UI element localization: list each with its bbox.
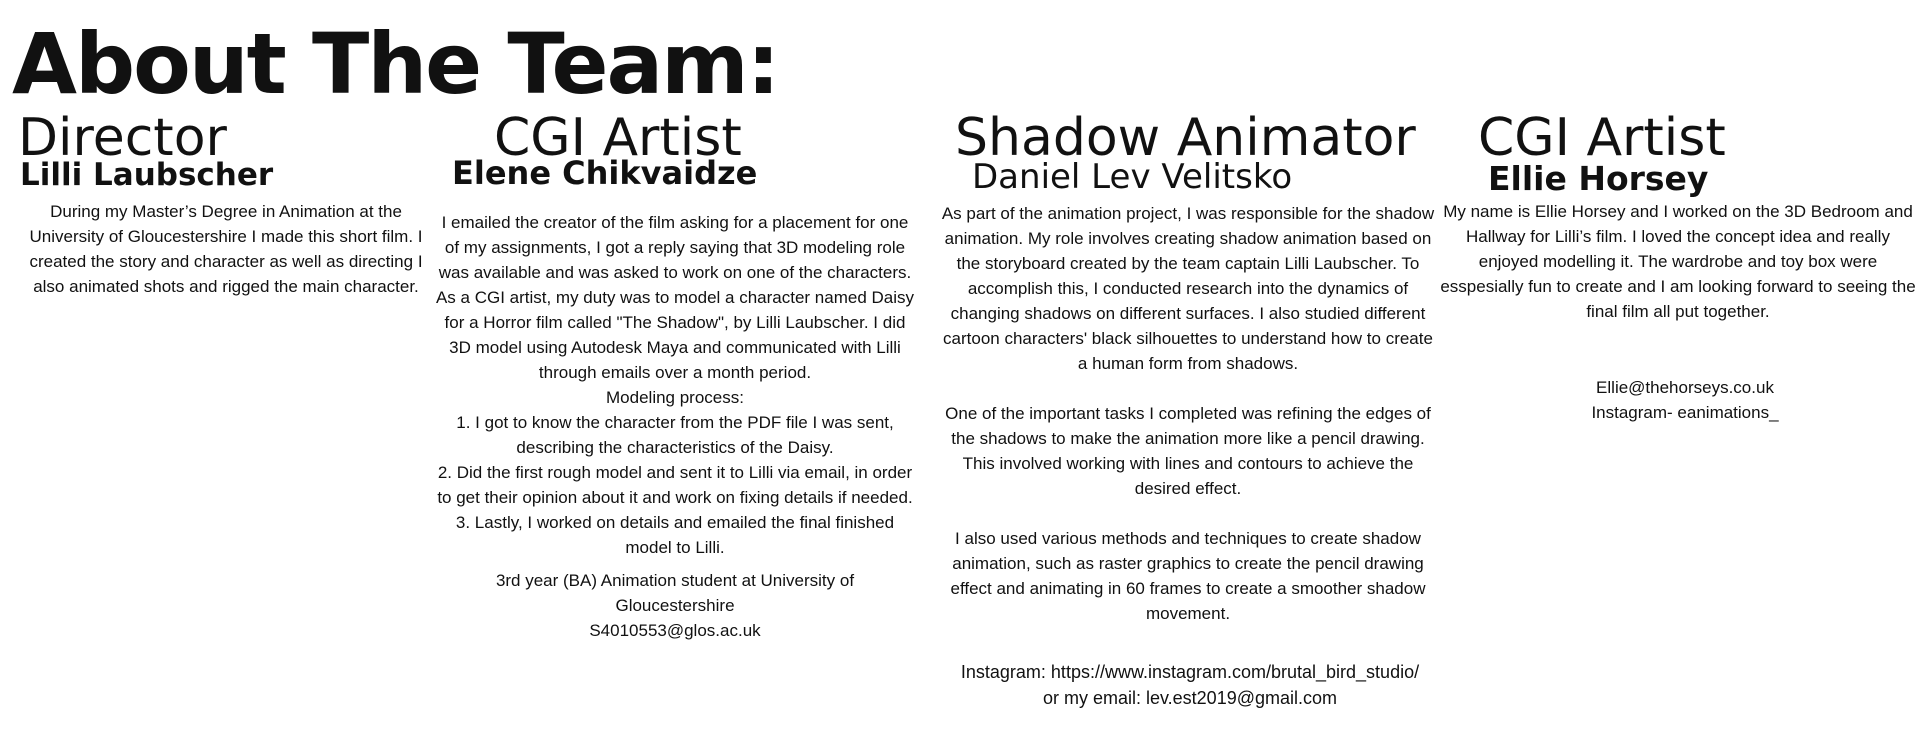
cgi-artist-ellie-instagram: Instagram- eanimations_ bbox=[1591, 403, 1779, 422]
director-bio-text: During my Master’s Degree in Animation at the University of Gloucestershire I made this short film. I created the story and character as well as directing I also animated shots and rigged the main character. bbox=[29, 202, 423, 296]
cgi-artist-ellie-bio bbox=[1440, 199, 1916, 324]
cgi-artist-ellie-email: Ellie@thehorseys.co.uk bbox=[1596, 378, 1774, 397]
shadow-animator-para-2: One of the important tasks I completed was refining the edges of the shadows to make the animation more like a pencil drawing. This involved working with lines and contours to achieve the desired effect. bbox=[945, 404, 1431, 498]
cgi-artist-elene-email: S4010553@glos.ac.uk bbox=[589, 621, 761, 640]
cgi-artist-ellie-role-heading: CGI Artist bbox=[1478, 108, 1726, 168]
shadow-animator-para-1: As part of the animation project, I was responsible for the shadow animation. My role involves creating shadow animation based on the storyboard created by the team captain Lilli Laubscher. To accomplish this, I conducted research into the dynamics of changing shadows on different surfaces. I also studied different cartoon characters' black silhouettes to understand how to create a human form from shadows. bbox=[941, 204, 1435, 373]
modeling-process-title: Modeling process: bbox=[606, 388, 744, 407]
director-bio bbox=[16, 199, 436, 299]
shadow-animator-bio bbox=[938, 201, 1438, 626]
page-title: About The Team: bbox=[12, 15, 779, 113]
cgi-artist-elene-bio-text: I emailed the creator of the film asking for a placement for one of my assignments, I got a reply saying that 3D modeling role was available and was asked to work on one of the characters. As a CGI artist, my duty was to model a character named Daisy for a Horror film called "The Shadow", by Lilli Laubscher. I did 3D model using Autodesk Maya and communicated with Lilli through emails over a month period. bbox=[435, 213, 915, 382]
cgi-artist-elene-role-heading: CGI Artist bbox=[494, 108, 742, 168]
shadow-animator-instagram: Instagram: https://www.instagram.com/brutal_bird_studio/ bbox=[960, 662, 1420, 682]
cgi-artist-ellie-name: Ellie Horsey bbox=[1488, 159, 1709, 198]
shadow-animator-role-heading: Shadow Animator bbox=[955, 108, 1416, 168]
director-name: Lilli Laubscher bbox=[20, 157, 274, 193]
cgi-artist-ellie-bio-text: My name is Ellie Horsey and I worked on the 3D Bedroom and Hallway for Lilli’s film. I loved the concept idea and really enjoyed modelling it. The wardrobe and toy box were esspesially fun to create and I am looking forward to seeing the final film all put together. bbox=[1440, 202, 1916, 321]
shadow-animator-name: Daniel Lev Velitsko bbox=[972, 157, 1293, 197]
cgi-artist-elene-student-line: 3rd year (BA) Animation student at University of Gloucestershire bbox=[495, 571, 855, 615]
director-role-heading: Director bbox=[18, 108, 227, 168]
shadow-animator-email: or my email: lev.est2019@gmail.com bbox=[1042, 688, 1338, 708]
modeling-step-2: 2. Did the first rough model and sent it to Lilli via email, in order to get their opinion about it and work on fixing details if needed. bbox=[437, 463, 913, 507]
cgi-artist-elene-name: Elene Chikvaidze bbox=[452, 154, 758, 192]
shadow-animator-para-3: I also used various methods and techniques to create shadow animation, such as raster graphics to create the pencil drawing effect and animating in 60 frames to create a smoother shadow movement. bbox=[950, 529, 1426, 623]
cgi-artist-elene-bio bbox=[435, 210, 915, 643]
cgi-artist-ellie-contact bbox=[1520, 375, 1850, 425]
modeling-step-1: 1. I got to know the character from the PDF file I was sent, describing the characteristics of the Daisy. bbox=[456, 413, 894, 457]
modeling-step-3: 3. Lastly, I worked on details and emailed the final finished model to Lilli. bbox=[455, 513, 895, 557]
shadow-animator-contact bbox=[905, 659, 1475, 711]
